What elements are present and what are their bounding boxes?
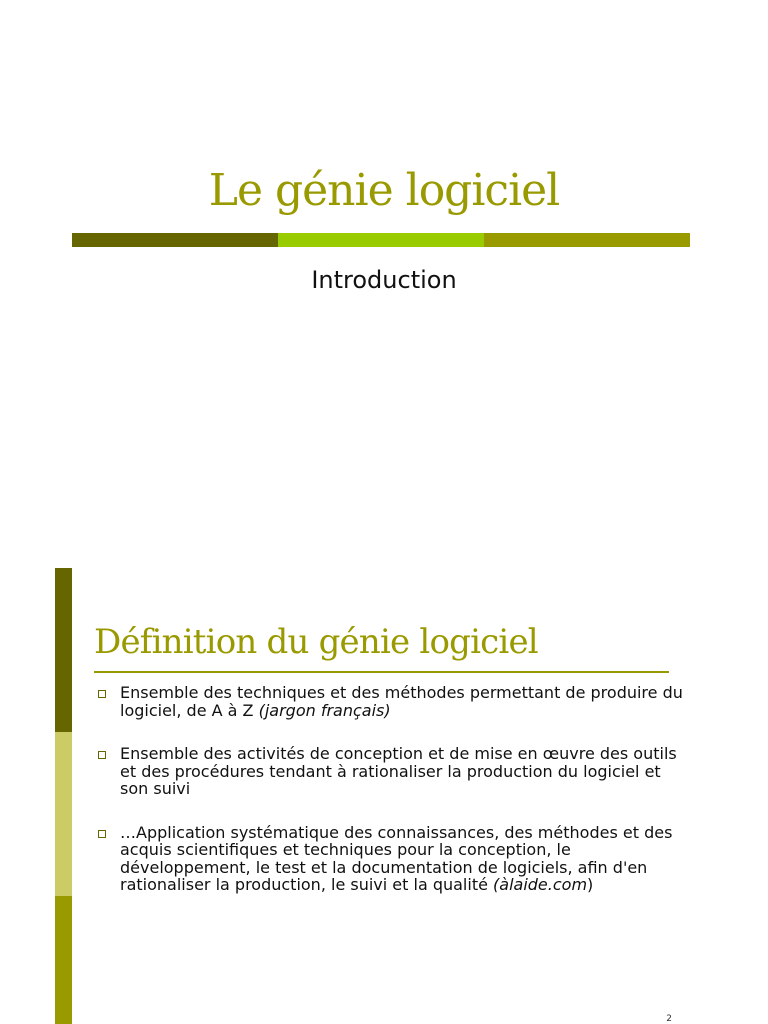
- title-bar-olive: [484, 233, 690, 247]
- list-item: [96, 745, 686, 798]
- sidebar-segment-light: [55, 732, 72, 896]
- bullet-text: …Application systématique des connaissances, des méthodes et des acquis scientifiques et techniques pour la conception, le développement, le test et la documentation de logiciels, afin d'en rationaliser la production, le suivi et la qualité: [120, 822, 673, 894]
- bullet-text: Ensemble des techniques et des méthodes permettant de produire du logiciel, de A à Z: [120, 683, 683, 720]
- page-number: 2: [666, 1014, 672, 1024]
- sidebar-segment-dark: [55, 568, 72, 732]
- square-bullet-icon: [98, 751, 106, 759]
- definition-list: [96, 684, 686, 920]
- sidebar-segment-olive: [55, 896, 72, 1024]
- definition-title: Définition du génie logiciel: [94, 622, 538, 662]
- bullet-tail: ): [587, 875, 594, 894]
- square-bullet-icon: [98, 830, 106, 838]
- list-item: [96, 824, 686, 894]
- bullet-italic: (jargon français): [258, 700, 391, 720]
- definition-slide: [0, 568, 768, 1024]
- bullet-text: Ensemble des activités de conception et de mise en œuvre des outils et des procédures tendant à rationaliser la production du logiciel et son suivi: [120, 744, 677, 798]
- square-bullet-icon: [98, 690, 106, 698]
- title-underline: [94, 671, 669, 673]
- slide-title: Le génie logiciel: [208, 165, 560, 216]
- title-bar-dark: [72, 233, 278, 247]
- title-bar-lime: [278, 233, 484, 247]
- bullet-italic: (àlaide.com: [493, 875, 588, 894]
- slide-subtitle: Introduction: [311, 266, 457, 294]
- list-item: [96, 684, 686, 719]
